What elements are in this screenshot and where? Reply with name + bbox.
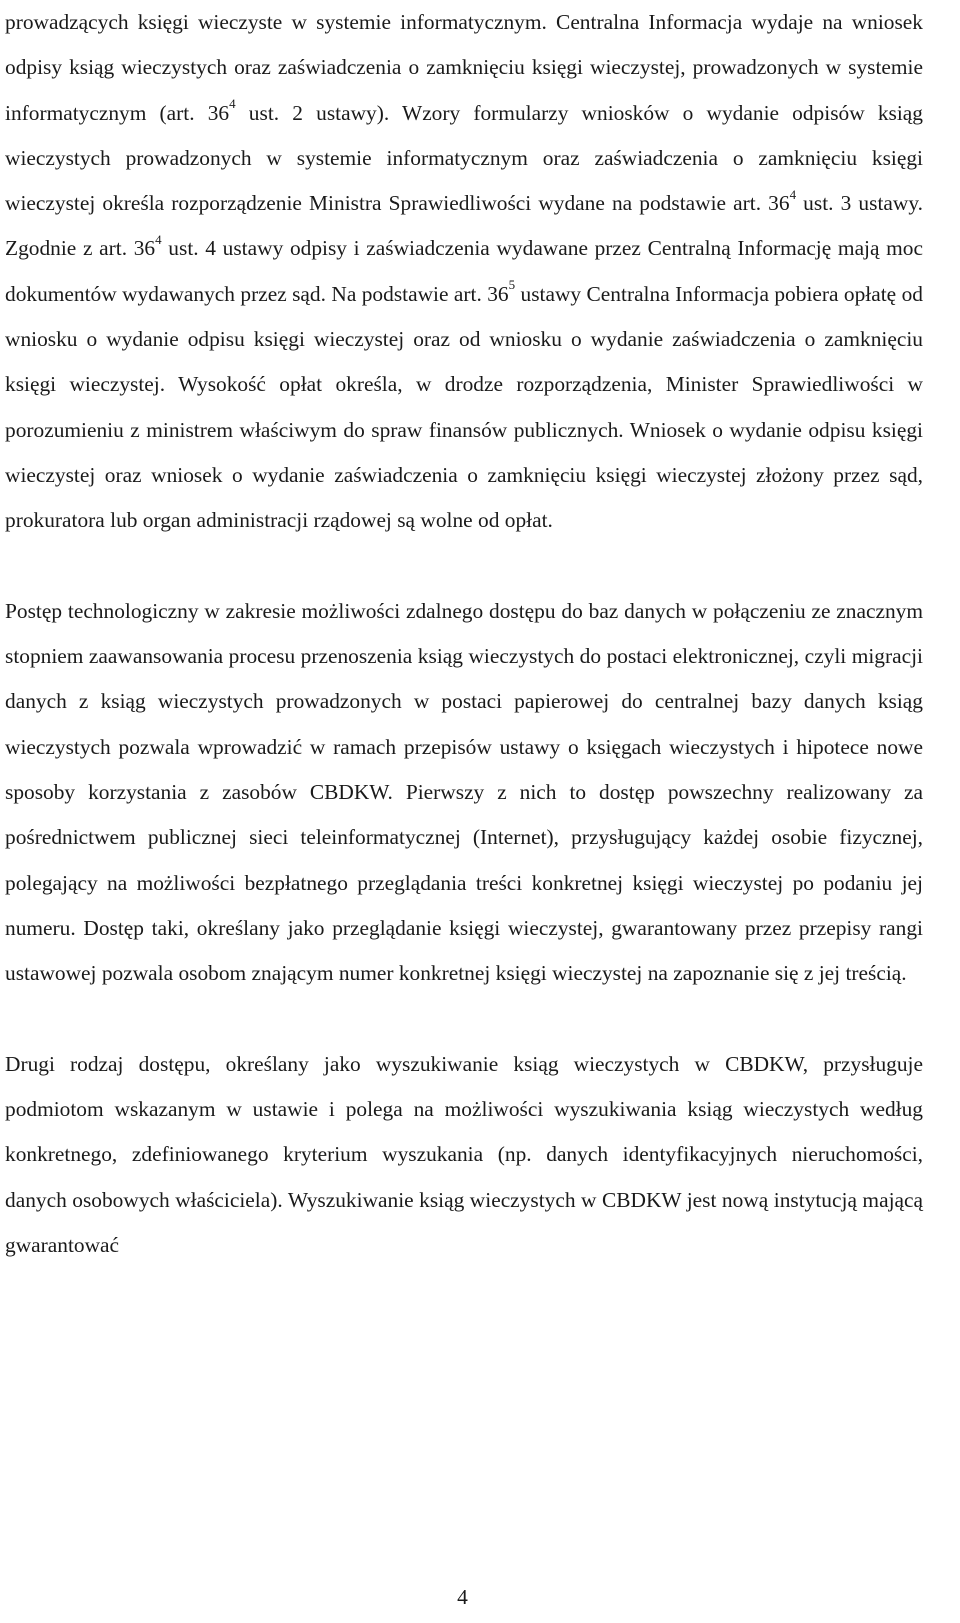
paragraph-technological-progress — [5, 589, 923, 997]
article-superscript: 5 — [508, 277, 516, 293]
text-run: ustawy Centralna Informacja pobiera opłatę od wniosku o wydanie odpisu księgi wieczystej oraz od wniosku o wydanie zaświadczenia o zamknięciu księgi wieczystej. Wysokość opłat określa, w drodze rozporządzenia, Minister Sprawiedliwości w porozumieniu z ministrem właściwym do spraw finansów publicznych. Wniosek o wydanie odpisu księgi wieczystej oraz wniosek o wydanie zaświadczenia o zamknięciu księgi wieczystej złożony przez sąd, prokuratora lub organ administracji rządowej są wolne od opłat. — [5, 281, 923, 533]
text-run: prowadzących księgi wieczyste w systemie informatycznym. Centralna Informacja wydaje na wniosek odpisy ksiąg wieczystych oraz zaświadczenia o zamknięciu księgi wieczystej, prowadzonych w systemie informatycznym (art. 36 — [5, 10, 923, 125]
article-superscript: 4 — [229, 95, 236, 111]
page-number: 4 — [457, 1585, 468, 1609]
paragraph-search-access — [5, 1042, 923, 1268]
text-run: Drugi rodzaj dostępu, określany jako wyszukiwanie ksiąg wieczystych w CBDKW, przysługuje podmiotom wskazanym w ustawie i polega na możliwości wyszukiwania ksiąg wieczystych według konkretnego, zdefiniowanego kryterium wyszukania (np. danych identyfikacyjnych nieruchomości, danych osobowych właściciela). Wyszukiwanie ksiąg wieczystych w CBDKW jest nową instytucją mającą gwarantować — [5, 1051, 923, 1258]
document-body — [5, 0, 923, 1268]
paragraph-central-information — [5, 0, 923, 544]
document-page — [5, 0, 923, 1268]
text-run: ust. 4 ustawy odpisy i zaświadczenia wydawane przez Centralną Informację mają moc dokumentów wydawanych przez sąd. Na podstawie art. 36 — [5, 236, 924, 306]
text-run: Postęp technologiczny w zakresie możliwości zdalnego dostępu do baz danych w połączeniu ze znacznym stopniem zaawansowania procesu przenoszenia ksiąg wieczystych do postaci elektronicznej, czyli migracji danych z ksiąg wieczystych prowadzonych w postaci papierowej do centralnej bazy danych ksiąg wieczystych pozwala wprowadzić w ramach przepisów ustawy o księgach wieczystych i hipotece nowe sposoby korzystania z zasobów CBDKW. Pierwszy z nich to dostęp powszechny realizowany za pośrednictwem publicznej sieci teleinformatycznej (Internet), przysługujący każdej osobie fizycznej, polegający na możliwości bezpłatnego przeglądania treści konkretnej księgi wieczystej po podaniu jej numeru. Dostęp taki, określany jako przeglądanie księgi wieczystej, gwarantowany przez przepisy rangi ustawowej pozwala osobom znającym numer konkretnej księgi wieczystej na zapoznanie się z jej treścią. — [5, 598, 923, 986]
text-run: ust. 3 ustawy. Zgodnie z art. 36 — [5, 191, 923, 261]
article-superscript: 4 — [789, 186, 797, 202]
article-superscript: 4 — [155, 231, 162, 247]
text-run: ust. 2 ustawy). Wzory formularzy wniosków o wydanie odpisów ksiąg wieczystych prowadzonych w systemie informatycznym oraz zaświadczenia o zamknięciu księgi wieczystej określa rozporządzenie Ministra Sprawiedliwości wydane na podstawie art. 36 — [5, 100, 923, 216]
